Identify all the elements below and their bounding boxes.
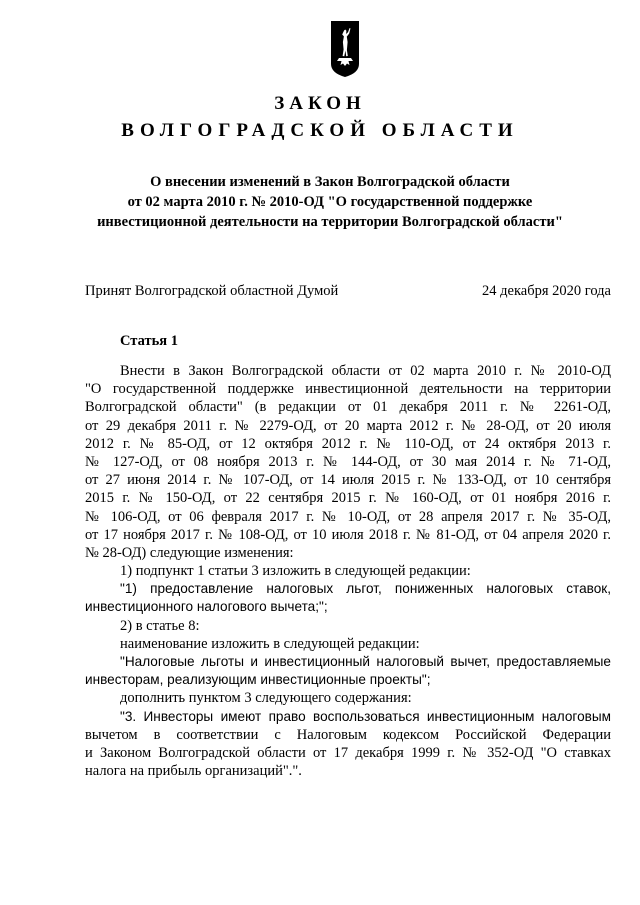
region-title: ВОЛГОГРАДСКОЙ ОБЛАСТИ bbox=[121, 120, 519, 141]
text-line: "1) предоставление налоговых льгот, пониженных налоговых ставок, bbox=[120, 581, 611, 597]
text-line: "Налоговые льготы и инвестиционный налоговый вычет, предоставляемые bbox=[120, 654, 611, 669]
law-title: ЗАКОН bbox=[274, 93, 366, 114]
text-line: 2012 г. № 85-ОД, от 12 октября 2012 г. № 110-ОД, от 24 октября 2013 г. bbox=[85, 435, 611, 452]
text-line: дополнить пунктом 3 следующего содержания: bbox=[120, 690, 412, 707]
text-line: инвестиционного налогового вычета;"; bbox=[85, 599, 328, 615]
text-line: № 28-ОД) следующие изменения: bbox=[85, 544, 294, 561]
text-line: 2) в статье 8: bbox=[120, 617, 200, 634]
article-body bbox=[85, 362, 611, 780]
law-subtitle bbox=[60, 172, 600, 232]
text-line: от 27 июня 2014 г. № 107-ОД, от 14 июля 2015 г. № 133-ОД, от 10 сентября bbox=[85, 472, 611, 489]
subtitle-line: О внесении изменений в Закон Волгоградской области bbox=[150, 174, 510, 190]
article-heading: Статья 1 bbox=[120, 333, 178, 349]
text-line: и Законом Волгоградской области от 17 декабря 1999 г. № 352-ОД "О ставках bbox=[85, 744, 611, 761]
text-line: от 29 декабря 2011 г. № 2279-ОД, от 20 марта 2012 г. № 28-ОД, от 20 июля bbox=[85, 417, 611, 434]
text-line: вычетом в соответствии с Налоговым кодексом Российской Федерации bbox=[85, 726, 611, 743]
subtitle-line: от 02 марта 2010 г. № 2010-ОД "О государственной поддержке bbox=[127, 194, 533, 210]
text-line: Волгоградской области" (в редакции от 01 декабря 2011 г. № 2261-ОД, bbox=[85, 399, 611, 416]
text-line: инвесторам, реализующим инвестиционные проекты"; bbox=[85, 672, 431, 688]
text-line: № 106-ОД, от 06 февраля 2017 г. № 10-ОД, от 28 апреля 2017 г. № 35-ОД, bbox=[85, 508, 611, 525]
text-line: от 17 ноября 2017 г. № 108-ОД, от 10 июля 2018 г. № 81-ОД, от 04 апреля 2020 г. bbox=[85, 526, 611, 543]
text-line: "3. Инвесторы имеют право воспользоваться инвестиционным налоговым bbox=[120, 708, 611, 724]
adoption-info bbox=[85, 283, 611, 300]
text-line: налога на прибыль организаций".". bbox=[85, 763, 302, 780]
adopted-by: Принят Волгоградской областной Думой bbox=[85, 283, 339, 299]
text-line: № 127-ОД, от 08 ноября 2013 г. № 144-ОД, от 30 мая 2014 г. № 71-ОД, bbox=[85, 453, 611, 470]
volgograd-coat-of-arms-icon bbox=[330, 20, 360, 78]
text-line: "О государственной поддержке инвестиционной деятельности на территории bbox=[85, 381, 611, 398]
text-line: 1) подпункт 1 статьи 3 изложить в следующей редакции: bbox=[120, 563, 471, 580]
subtitle-line: инвестиционной деятельности на территории Волгоградской области" bbox=[97, 214, 563, 230]
text-line: Внести в Закон Волгоградской области от 02 марта 2010 г. № 2010-ОД bbox=[120, 363, 611, 379]
text-line: 2015 г. № 150-ОД, от 22 сентября 2015 г. № 160-ОД, от 01 ноября 2016 г. bbox=[85, 490, 611, 507]
adoption-date: 24 декабря 2020 года bbox=[482, 283, 611, 299]
text-line: наименование изложить в следующей редакции: bbox=[120, 635, 420, 652]
